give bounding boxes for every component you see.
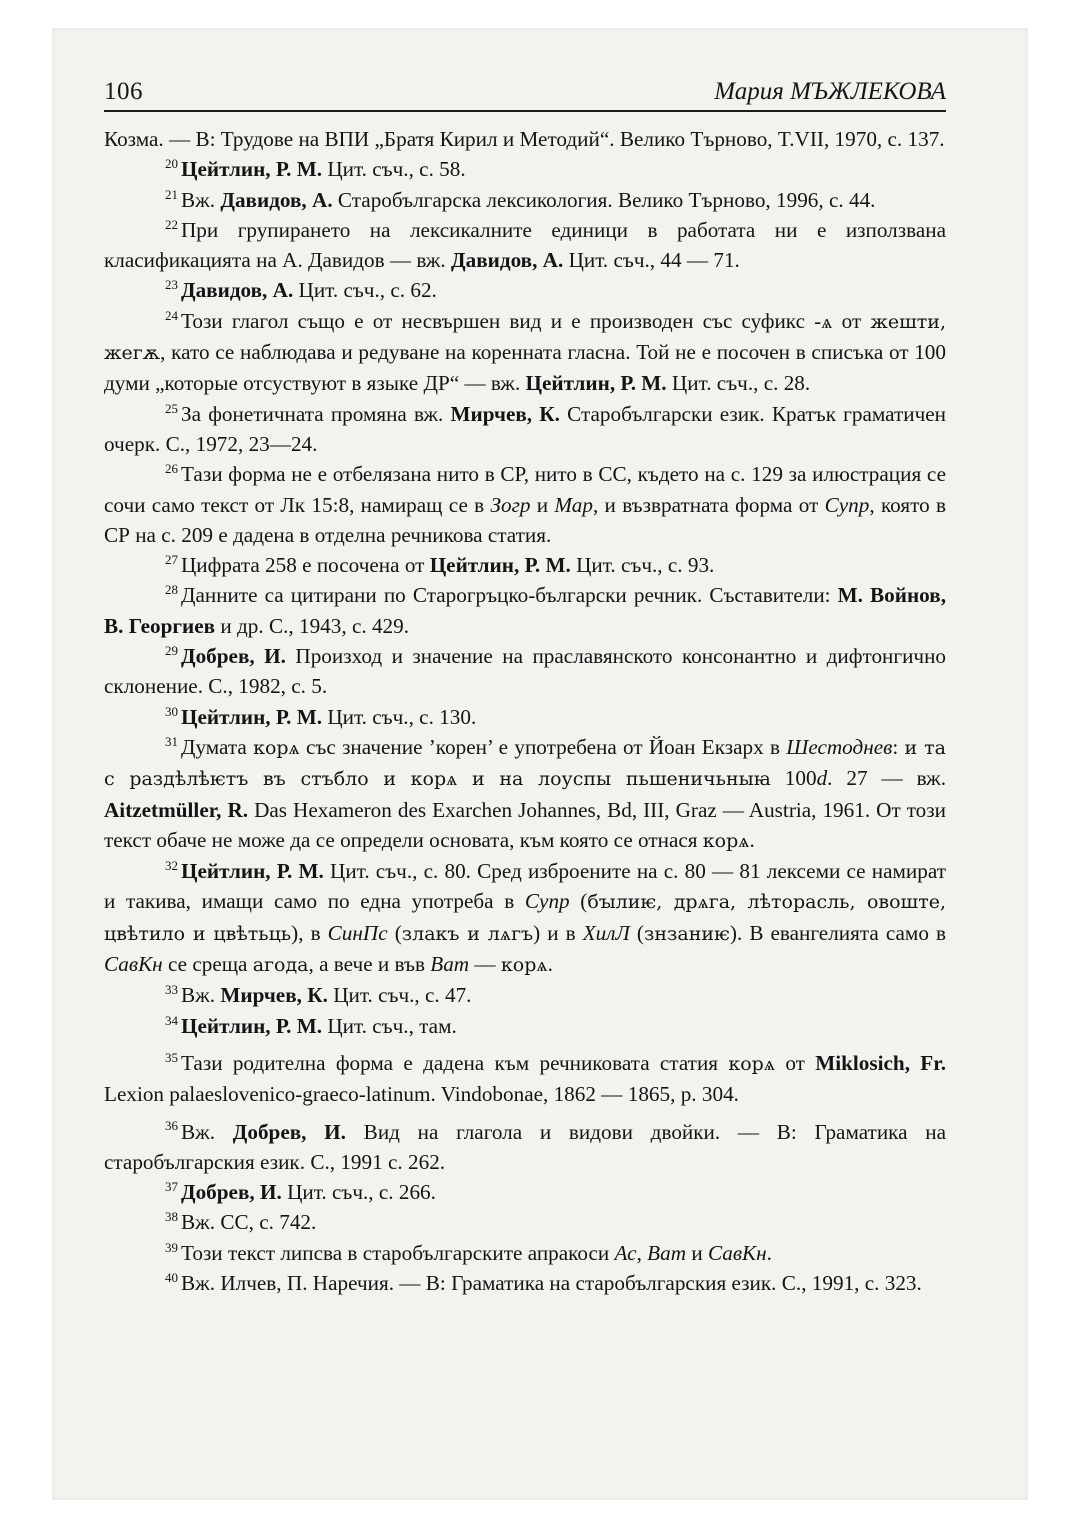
old-church-slavonic-text: жешти, жегѫ — [104, 310, 946, 365]
footnote-20 — [104, 154, 946, 184]
author-name: Давидов, А. — [451, 248, 564, 273]
italic-text: СавКн — [104, 952, 163, 977]
old-church-slavonic-text: агода — [252, 954, 309, 977]
footnote-number: 21 — [165, 186, 178, 202]
footnote-number: 30 — [165, 703, 178, 719]
author-name: Давидов, А. — [181, 278, 294, 303]
footnote-number: 39 — [165, 1239, 178, 1255]
footnote-text: , а вече и във — [308, 952, 431, 977]
author-name: Цейтлин, Р. М. — [181, 859, 324, 884]
footnote-28 — [104, 580, 946, 641]
footnote-text: Тази форма не е отбелязана нито в СР, нито в СС, където на с. 129 за илюстрация се сочи само текст от Лк 15:8, намиращ се в — [104, 462, 946, 517]
footnote-number: 32 — [165, 858, 178, 874]
italic-text: ХилЛ — [582, 920, 630, 945]
footnote-text: Вж. — [181, 983, 221, 1008]
footnote-37 — [104, 1177, 946, 1207]
page-number: 106 — [104, 78, 143, 105]
footnote-text: Вж. СС, с. 742. — [181, 1210, 317, 1235]
old-church-slavonic-text: злакъ и лѧгъ — [401, 922, 534, 945]
footnote-number: 33 — [165, 982, 178, 998]
footnote-text: — — [469, 952, 501, 977]
footnote-number: 34 — [165, 1012, 178, 1028]
author-name: Цейтлин, Р. М. — [181, 704, 323, 729]
footnote-22 — [104, 215, 946, 276]
author-name: Miklosich, Fr. — [815, 1050, 947, 1075]
footnote-text: Цит. съч., с. 130. — [322, 704, 477, 729]
footnote-29 — [104, 641, 946, 702]
footnote-text: Цит. съч., с. 58. — [322, 157, 466, 182]
footnote-text: Цит. съч., с. 47. — [327, 983, 472, 1008]
old-church-slavonic-text: ѧ — [821, 310, 833, 333]
footnote-text: Lexion palaeslovenico-graeco-latinum. Vindobonae, 1862 — 1865, p. 304. — [104, 1082, 739, 1107]
footnote-text: Произход и значение на праславянското консонантно и дифтонгично склонение. С., 1982, с. 5. — [104, 644, 947, 699]
footnote-number: 28 — [165, 582, 178, 598]
footnote-text: , — [636, 1240, 648, 1265]
footnote-text: , която в СР на с. 209 е дадена в отделна речникова статия. — [104, 492, 946, 547]
footnote-text: ) и в — [533, 920, 583, 945]
footnote-number: 31 — [165, 733, 178, 749]
italic-text: Ват — [430, 952, 470, 977]
footnote-text: от — [775, 1050, 816, 1075]
footnote-text: . — [766, 1240, 772, 1265]
italic-text: d — [816, 766, 828, 791]
author-name: М. Войнов, В. Георгиев — [104, 583, 946, 638]
footnote-34 — [104, 1011, 946, 1041]
old-church-slavonic-text: корѧ — [702, 829, 750, 852]
old-church-slavonic-text: корѧ — [253, 736, 300, 759]
footnote-number: 38 — [165, 1209, 178, 1225]
footnote-continuation: Козма. — В: Трудове на ВПИ „Братя Кирил и Методий“. Велико Търново, T.VII, 1970, с. 137. — [104, 127, 945, 151]
footnote-26 — [104, 459, 946, 550]
author-name: Мирчев, К. — [450, 401, 560, 426]
footnote-text: Данните са цитирани по Старогръцко-български речник. Съставители: — [181, 583, 838, 608]
footnote-text: Вж. — [181, 1119, 233, 1144]
footnote-27 — [104, 550, 946, 580]
italic-text: Ват — [647, 1240, 687, 1265]
footnote-text: Цит. съч., с. 80. Сред изброените на с. 80 — 81 лексеми се намират и такива, имащи само по една употреба в — [104, 859, 946, 914]
running-author: Мария МЪЖЛЕКОВА — [714, 78, 946, 105]
footnote-number: 20 — [165, 156, 178, 172]
footnote-number: 22 — [165, 216, 178, 232]
author-name: Цейтлин, Р. М. — [525, 371, 667, 396]
footnote-text: Този глагол също е от несвършен вид и е производен със суфикс - — [181, 308, 822, 333]
old-church-slavonic-text: и та с раздѣлѣѥтъ въ стъбло и корѧ и на лоуспы пьшеничьныꙗ — [104, 736, 946, 791]
footnote-35 — [104, 1048, 946, 1110]
footnote-text: При групирането на лексикалните единици в работата ни е използвана класификацията на А. Давидов — вж. — [104, 217, 946, 273]
footnote-text: Тази родителна форма е дадена към речниковата статия — [181, 1050, 729, 1075]
italic-text: Мар — [554, 492, 593, 517]
footnote-number: 40 — [165, 1269, 178, 1285]
author-name: Добрев, И. — [181, 644, 286, 669]
author-name: Добрев, И. — [181, 1180, 282, 1205]
footnote-text: Думата — [181, 734, 254, 759]
footnote-text: Das Hexameron des Exarchen Johannes, Bd, III, Graz — Austria, 1961. От този текст обаче не може да се определи основата, към която се отнася — [104, 797, 946, 852]
footnote-text: За фонетичната промяна вж. — [181, 401, 451, 426]
footnote-text: със значение ’корен’ е употребена от Йоан Екзарх в — [299, 734, 787, 759]
italic-text: СинПс — [327, 920, 388, 945]
footnote-33 — [104, 980, 946, 1010]
footnote-text: Вид на глагола и видови двойки. — В: Граматика на старобългарския език. С., 1991 с. 262. — [104, 1119, 946, 1174]
footnote-30 — [104, 702, 946, 732]
footnote-text: се среща — [162, 952, 253, 977]
footnote-text: ( — [569, 889, 588, 914]
footnote-text: ( — [629, 920, 644, 945]
footnote-21 — [104, 185, 946, 215]
footnote-text: . 27 — вж. — [827, 766, 946, 791]
footnote-number: 29 — [165, 642, 178, 658]
footnote-text: ). В евангелията само в — [729, 920, 947, 945]
footnote-38 — [104, 1207, 946, 1237]
footnote-text: . — [547, 952, 553, 977]
italic-text: Супр — [824, 492, 870, 517]
footnote-text: и др. С., 1943, с. 429. — [215, 613, 410, 638]
italic-text: Супр — [524, 889, 570, 914]
footnote-text: : — [892, 734, 905, 759]
author-name: Цейтлин, Р. М. — [181, 157, 323, 182]
footnote-text: Вж. Илчев, П. Наречия. — В: Граматика на старобългарския език. С., 1991, с. 323. — [181, 1270, 922, 1295]
footnote-text: . — [749, 827, 755, 852]
footnote-36 — [104, 1117, 946, 1178]
footnote-text: и — [530, 492, 555, 517]
footnote-text: Старобългарска лексикология. Велико Търново, 1996, с. 44. — [332, 187, 876, 212]
author-name: Добрев, И. — [232, 1119, 346, 1144]
running-header — [104, 78, 946, 112]
footnote-39 — [104, 1238, 946, 1268]
footnote-32 — [104, 856, 946, 980]
footnote-number: 26 — [165, 461, 178, 477]
footnotes-list — [104, 124, 946, 1298]
author-name: Мирчев, К. — [220, 983, 328, 1008]
footnote-number: 37 — [165, 1179, 178, 1195]
footnote-text: Цит. съч., с. 266. — [281, 1180, 436, 1205]
footnote-25 — [104, 399, 946, 460]
footnote-text: ), в — [291, 920, 328, 945]
footnote-23 — [104, 275, 946, 305]
footnote-text: Цит. съч., с. 93. — [570, 553, 715, 578]
footnote-number: 24 — [165, 307, 178, 323]
footnote-text: , като се наблюдава и редуване на коренната гласна. Той не е посочен в списъка от 100 думи „которые отсуствуют в языке ДР“ — вж. — [104, 340, 946, 396]
footnote-40 — [104, 1268, 946, 1298]
footnote-text: Този текст липсва в старобългарските апракоси — [181, 1240, 615, 1265]
footnote-number: 27 — [165, 552, 178, 568]
footnote-text: Цит. съч., 44 — 71. — [563, 248, 740, 273]
footnote-number: 36 — [165, 1118, 178, 1134]
footnote-text: Старобългарски език. Кратък граматичен очерк. С., 1972, 23—24. — [104, 401, 946, 456]
old-church-slavonic-text: корѧ — [728, 1052, 776, 1075]
old-church-slavonic-text: корѧ — [500, 954, 548, 977]
footnote-number: 25 — [165, 400, 178, 416]
footnote-text: и — [686, 1240, 708, 1265]
author-name: Давидов, А. — [220, 187, 333, 212]
author-name: Цейтлин, Р. М. — [429, 553, 571, 578]
footnote-number: 23 — [165, 277, 178, 293]
footnote-text: Цит. съч., там. — [322, 1013, 457, 1038]
footnote-text: , и възвратната форма от — [592, 492, 825, 517]
author-name: Цейтлин, Р. М. — [181, 1013, 323, 1038]
footnote-31 — [104, 732, 946, 856]
footnote-text: от — [832, 308, 871, 333]
old-church-slavonic-text: знзаниѥ — [644, 922, 730, 945]
footnote-text: Цифрата 258 е посочена от — [181, 553, 430, 578]
italic-text: Ас — [614, 1240, 637, 1265]
footnote-text: 100 — [770, 766, 817, 791]
italic-text: Шестоднев — [786, 734, 893, 759]
italic-text: СавКн — [707, 1240, 767, 1265]
footnote-text: Вж. — [181, 187, 221, 212]
footnote-text: ( — [387, 920, 402, 945]
footnote-text: Цит. съч., с. 62. — [293, 278, 437, 303]
footnote-24 — [104, 306, 946, 399]
italic-text: Зогр — [490, 492, 531, 517]
footnote-number: 35 — [165, 1049, 178, 1065]
author-name: Aitzetmüller, R. — [104, 797, 249, 822]
old-church-slavonic-text: бꙑлиѥ, дрѧга, лѣторасль, овоште, цвѣтило и цвѣтьць — [104, 891, 947, 945]
footnote-text: Цит. съч., с. 28. — [666, 371, 811, 396]
